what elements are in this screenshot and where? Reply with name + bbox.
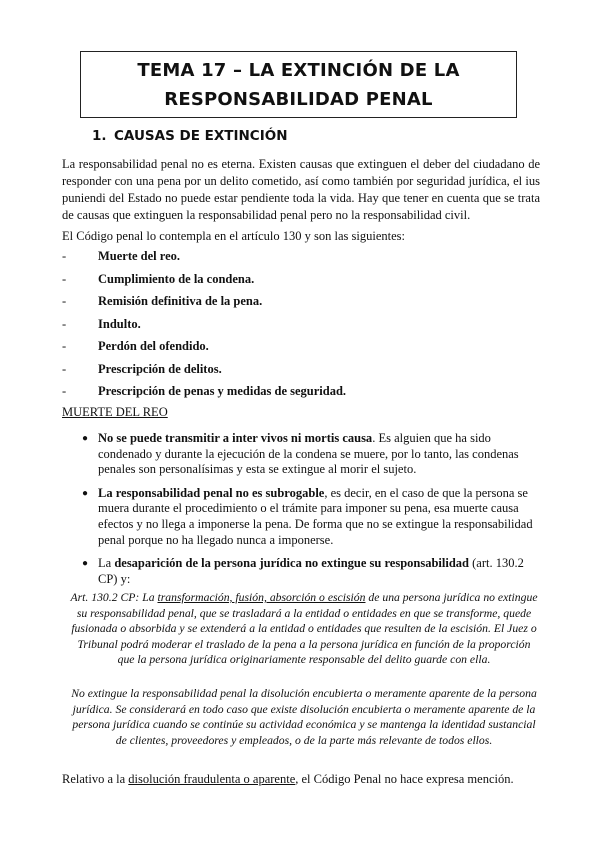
bullet-icon: ● — [82, 433, 89, 444]
section-heading — [92, 128, 288, 144]
list-item: - Prescripción de penas y medidas de seguridad. — [62, 384, 347, 398]
title-line-2: RESPONSABILIDAD PENAL — [164, 89, 433, 110]
bullet-bold: No se puede transmitir a inter vivos ni mortis causa — [98, 431, 373, 445]
list-item: - Perdón del ofendido. — [62, 339, 209, 353]
bullet-text: , es decir, en el caso de que la persona se muera durante el procedimiento o el trámite para imponer su pena, esa muerte causa efectos y no llega a imponerse la pena. De forma que no se extingue la responsabilidad penal porque no ha llegado nunca a imponerse. — [98, 485, 533, 547]
list-item: - Prescripción de delitos. — [62, 361, 222, 376]
subsection-heading: MUERTE DEL REO — [62, 405, 168, 419]
list-item: - Muerte del reo. — [62, 249, 181, 263]
bullet-bold: desaparición de la persona jurídica no extingue su responsabilidad — [114, 556, 469, 571]
causes-list — [62, 247, 346, 405]
bullet-text: . Es alguien que ha sido condenado y durante la ejecución de la condena se muere, por lo tanto, las condenas penales son personalísimas y esta se extingue al morir el sujeto. — [98, 431, 519, 477]
list-item: - Indulto. — [62, 316, 141, 331]
bullet-bold: La responsabilidad penal no es subrogable — [98, 485, 325, 500]
title-box — [80, 51, 517, 118]
underlined-term: transformación, fusión, absorción o escisión — [157, 591, 366, 604]
list-intro: El Código penal lo contempla en el artículo 130 y son las siguientes: — [62, 229, 405, 243]
bullet-icon: ● — [82, 487, 89, 499]
bullet-pre: La — [98, 556, 115, 571]
bullet-list — [82, 431, 542, 595]
title-line-1: TEMA 17 – LA EXTINCIÓN DE LA — [137, 60, 460, 81]
closing-paragraph: Relativo a la disolución fraudulenta o aparente, el Código Penal no hace expresa mención. — [62, 772, 514, 786]
bullet-item — [82, 556, 542, 587]
intro-paragraph: La responsabilidad penal no es eterna. Existen causas que extinguen el deber del ciudadano de responder con una pena por un delito cometido, así como también por seguridad jurídica, el ius puniendi del Estado no puede estar pendiente toda la vida. Hay que tener en cuenta que se trata de causas que extinguen la responsabilidad penal pero no la responsabilidad civil. — [62, 157, 540, 222]
underlined-term: disolución fraudulenta o aparente — [128, 772, 296, 786]
list-item: - Remisión definitiva de la pena. — [62, 294, 263, 308]
article-quote-2: No extingue la responsabilidad penal la disolución encubierta o meramente aparente de la persona jurídica. Se considerará en todo caso que existe disolución encubierta o meramente aparente de la persona jurídica cuando se continúe su actividad económica y se mantenga la identidad sustancial de clientes, proveedores y empleados, o de la parte más relevante de todos ellos. — [71, 687, 537, 747]
bullet-item — [82, 486, 542, 548]
bullet-text: (art. 130.2 CP) y: — [98, 556, 524, 586]
bullet-icon: ● — [82, 558, 89, 570]
bullet-item — [82, 431, 542, 478]
list-item: - Cumplimiento de la condena. — [62, 271, 255, 286]
section-title: CAUSAS DE EXTINCIÓN — [114, 128, 288, 144]
section-number: 1. — [92, 128, 107, 144]
article-quote-1: Art. 130.2 CP: La transformación, fusión, absorción o escisión de una persona jurídica no extingue su responsabilidad penal, que se trasladará a la entidad o entidades en que se transforme, quede fusionada o absorbida y se extenderá a la entidad o entidades que resulten de la escisión. El Juez o Tribunal podrá moderar el traslado de la pena a la persona jurídica en función de la proporción que la persona jurídica originariamente responsable del delito guarde con ella. — [70, 591, 538, 666]
